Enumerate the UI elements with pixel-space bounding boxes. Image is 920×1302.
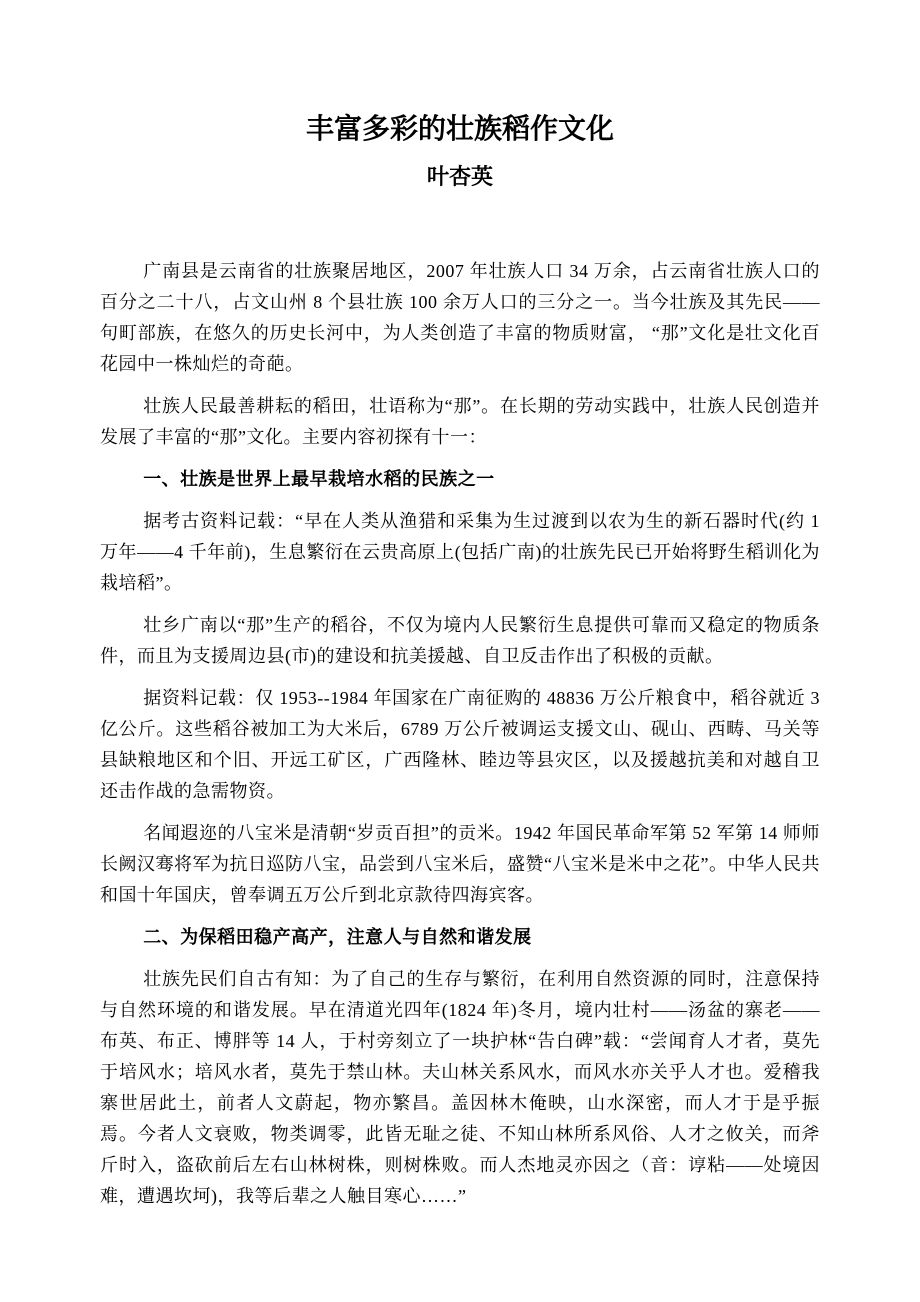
overview-paragraph: 壮族人民最善耕耘的稻田，壮语称为“那”。在长期的劳动实践中，壮族人民创造并发展了丰富的“那”文化。主要内容初探有十一： (100, 396, 820, 447)
intro-paragraph: 广南县是云南省的壮族聚居地区，2007 年壮族人口 34 万余，占云南省壮族人口的百分之二十八，占文山州 8 个县壮族 100 余万人口的三分之一。当今壮族及其先民——句町部族，在悠久的历史长河中，为人类创造了丰富的物质财富， “那”文化是壮文化百花园中一株灿烂的奇葩。 (100, 261, 820, 374)
document-author: 叶杏英 (426, 164, 493, 189)
section-2-heading: 二、为保稻田稳产高产，注意人与自然和谐发展 (143, 927, 532, 947)
document-title: 丰富多彩的壮族稻作文化 (305, 114, 614, 145)
section-1-paragraph-records: 据资料记载：仅 1953--1984 年国家在广南征购的 48836 万公斤粮食中，稻谷就近 3 亿公斤。这些稻谷被加工为大米后，6789 万公斤被调运支援文山、砚山、西畴、马关等县缺粮地区和个旧、开远工矿区，广西隆林、睦边等县灾区，以及援越抗美和对越自卫还击作战的急需物资。 (100, 688, 820, 801)
section-1-paragraph-babao-rice: 名闻遐迩的八宝米是清朝“岁贡百担”的贡米。1942 年国民革命军第 52 军第 14 师师长阙汉骞将军为抗日巡防八宝，品尝到八宝米后，盛赞“八宝米是米中之花”。中华人民共和国十年国庆，曾奉调五万公斤到北京款待四海宾客。 (100, 823, 820, 905)
section-2-paragraph-forest-stele: 壮族先民们自古有知：为了自己的生存与繁衍，在利用自然资源的同时，注意保持与自然环境的和谐发展。早在清道光四年(1824 年)冬月，境内壮村——汤盆的寨老——布英、布正、博胖等 14 人，于村旁刻立了一块护林“告白碑”载：“尝闻育人才者，莫先于培风水；培风水者，莫先于禁山林。夫山林关系风水，而风水亦关乎人才也。爱稽我寨世居此土，前者人文蔚起，物亦繁昌。盖因林木俺映，山水深密，而人才于是乎振焉。今者人文衰败，物类调零，此皆无耻之徒、不知山林所系风俗、人才之攸关，而斧斤时入，盗砍前后左右山林树株，则树株败。而人杰地灵亦因之（音：谆粘——处境因难，遭遇坎坷)，我等后辈之人触目寒心……” (100, 969, 820, 1206)
section-1-paragraph-grain-support: 壮乡广南以“那”生产的稻谷，不仅为境内人民繁衍生息提供可靠而又稳定的物质条件，而且为支援周边县(市)的建设和抗美援越、自卫反击作出了积极的贡献。 (100, 615, 820, 666)
section-1-paragraph-archaeology: 据考古资料记载：“早在人类从渔猎和采集为生过渡到以农为生的新石器时代(约 1 万年——4 千年前)，生息繁衍在云贵高原上(包括广南)的壮族先民已开始将野生稻训化为栽培稻”。 (100, 511, 820, 593)
section-1-heading: 一、壮族是世界上最早栽培水稻的民族之一 (143, 469, 495, 489)
